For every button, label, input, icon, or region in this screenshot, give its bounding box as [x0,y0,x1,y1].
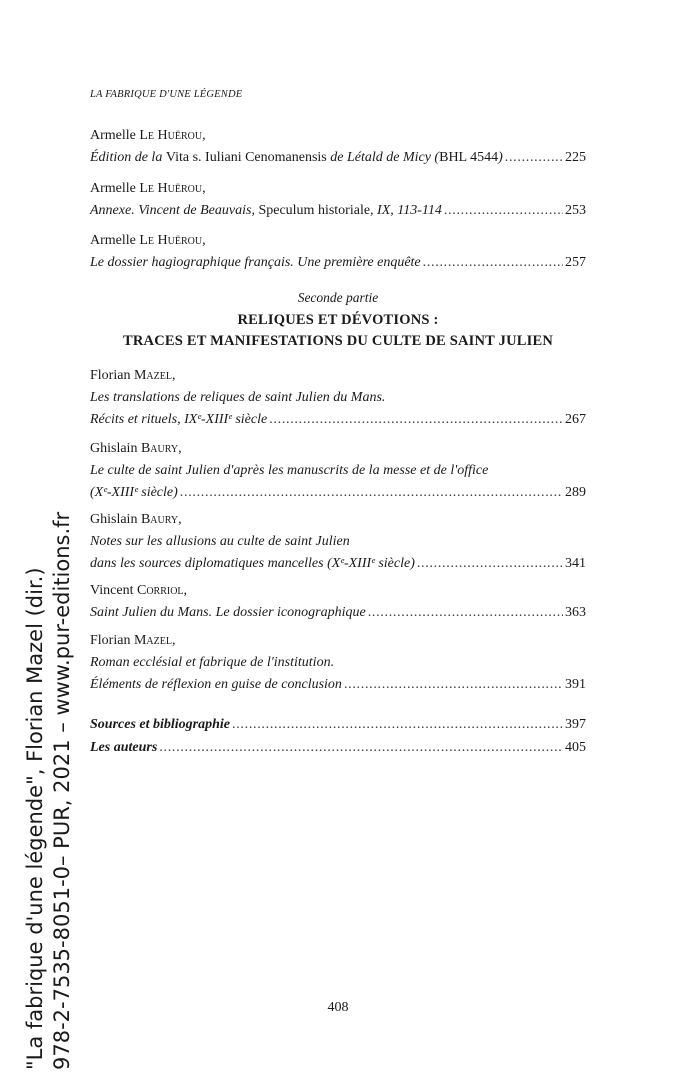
entry-author: Armelle Le Huërou, [90,181,206,196]
toc-entry [90,438,586,504]
toc-entry [90,365,586,431]
entry-author: Vincent Corriol, [90,583,188,598]
entry-title-line: Annexe. Vincent de Beauvais, Speculum historiale, IX, 113-114 . . . 253 [90,200,586,222]
dot-leader [269,409,563,431]
dot-leader [417,553,563,575]
page-ref: 289 [565,485,586,500]
page-number: 408 [327,1000,349,1015]
toc-entry [90,509,586,575]
entry-title-line: dans les sources diplomatiques mancelles (Xᵉ-XIIIᵉ siècle) . . . 341 [90,553,586,575]
entry-title: Les translations de reliques de saint Julien du Mans. [90,390,386,405]
toc-entry [90,580,586,624]
entry-title-line: Sources et bibliographie . . . 397 [90,714,586,736]
running-head: LA FABRIQUE D'UNE LÉGENDE [90,89,243,100]
entry-title-line: Éléments de réflexion en guise de conclusion . . . 391 [90,674,586,696]
dot-leader [344,674,563,696]
toc-entry [90,178,586,222]
page-ref: 363 [565,605,586,620]
entry-title-line: Récits et rituels, IXᵉ-XIIIᵉ siècle . . . 267 [90,409,586,431]
dot-leader [423,252,563,274]
part-label: Seconde partie [297,290,379,305]
side-credit-line-2: 978-2-7535-8051-0– PUR, 2021 – www.pur-editions.fr [50,511,74,1070]
entry-title-line: Les auteurs . . . 405 [90,737,586,759]
dot-leader [505,147,563,169]
page-ref: 341 [565,556,586,571]
part-title-line-2: TRACES ET MANIFESTATIONS DU CULTE DE SAINT JULIEN [122,333,553,349]
side-credit [22,512,76,1070]
entry-title-line: (Xᵉ-XIIIᵉ siècle) . . . 289 [90,482,586,504]
entry-author: Ghislain Baury, [90,441,182,456]
entry-author: Ghislain Baury, [90,512,182,527]
page-ref: 391 [565,677,586,692]
page-ref: 397 [565,717,586,732]
page-ref: 405 [565,740,586,755]
entry-author: Armelle Le Huërou, [90,233,206,248]
dot-leader [159,737,563,759]
entry-author: Armelle Le Huërou, [90,128,206,143]
toc-entry [90,230,586,274]
entry-title: Roman ecclésial et fabrique de l'institution. [90,655,335,670]
page-ref: 257 [565,255,586,270]
entry-title-line: Saint Julien du Mans. Le dossier iconographique . . . 363 [90,602,586,624]
toc-entry [90,630,586,696]
dot-leader [180,482,563,504]
entry-title: Notes sur les allusions au culte de saint Julien [90,534,350,549]
toc-entry [90,125,586,169]
toc-entry [90,737,586,759]
entry-author: Florian Mazel, [90,633,176,648]
dot-leader [368,602,563,624]
page-ref: 253 [565,203,586,218]
page-ref: 225 [565,150,586,165]
entry-title-line: Le dossier hagiographique français. Une première enquête . . . 257 [90,252,586,274]
part-title-line-1: RELIQUES ET DÉVOTIONS : [237,312,439,328]
entry-title-line: Édition de la Vita s. Iuliani Cenomanensis de Létald de Micy (BHL 4544) . . . 225 [90,147,586,169]
toc-entry [90,714,586,736]
dot-leader [444,200,563,222]
dot-leader [232,714,563,736]
page-ref: 267 [565,412,586,427]
side-credit-line-1: "La fabrique d'une légende", Florian Mazel (dir.) [23,567,47,1070]
entry-title: Le culte de saint Julien d'après les manuscrits de la messe et de l'office [90,463,489,478]
entry-author: Florian Mazel, [90,368,176,383]
